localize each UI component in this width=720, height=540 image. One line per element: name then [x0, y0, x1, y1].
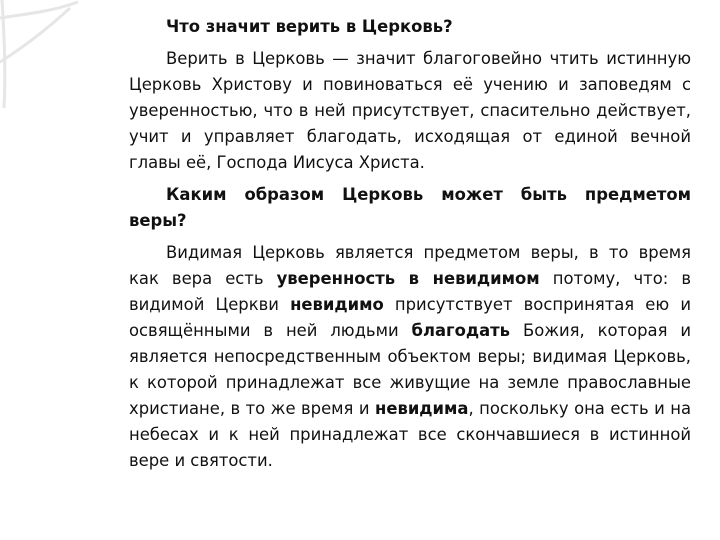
answer-2-text-4: Божия, которая и является непосредственным объектом веры; видимая Церковь, к которой принадлежат все живущие на земле православные христиане, в то же время и: [129, 321, 691, 418]
answer-2-text-2: потому, что: в видимой Церкви: [129, 269, 691, 314]
question-1: Что значит верить в Церковь?: [166, 17, 453, 36]
question-2: Каким образом Церковь может быть предметом веры?: [129, 185, 691, 230]
answer-2: [129, 240, 691, 474]
answer-2-text-1: Видимая Церковь является предметом веры, в то время как вера есть: [129, 243, 691, 288]
answer-2-bold-2: невидимо: [290, 295, 384, 314]
answer-1: Верить в Церковь — значит благоговейно чтить истинную Церковь Христову и повиноваться её учению и заповедям с уверенностью, что в ней присутствует, спасительно действует, учит и управляет благодать, исходящая от единой вечной главы её, Господа Иисуса Христа.: [129, 49, 691, 172]
answer-2-bold-3: благодать: [411, 321, 511, 340]
corner-decoration: [0, 0, 80, 110]
slide-content: [129, 14, 691, 474]
answer-2-bold-4: невидима: [375, 399, 469, 418]
answer-2-text-5: , поскольку она есть и на небесах и к ней принадлежат все скончавшиеся в истинной вере и святости.: [129, 399, 691, 470]
answer-2-text-3: присутствует воспринятая ею и освящёнными в ней людьми: [129, 295, 691, 340]
answer-2-bold-1: уверенность в невидимом: [276, 269, 540, 288]
